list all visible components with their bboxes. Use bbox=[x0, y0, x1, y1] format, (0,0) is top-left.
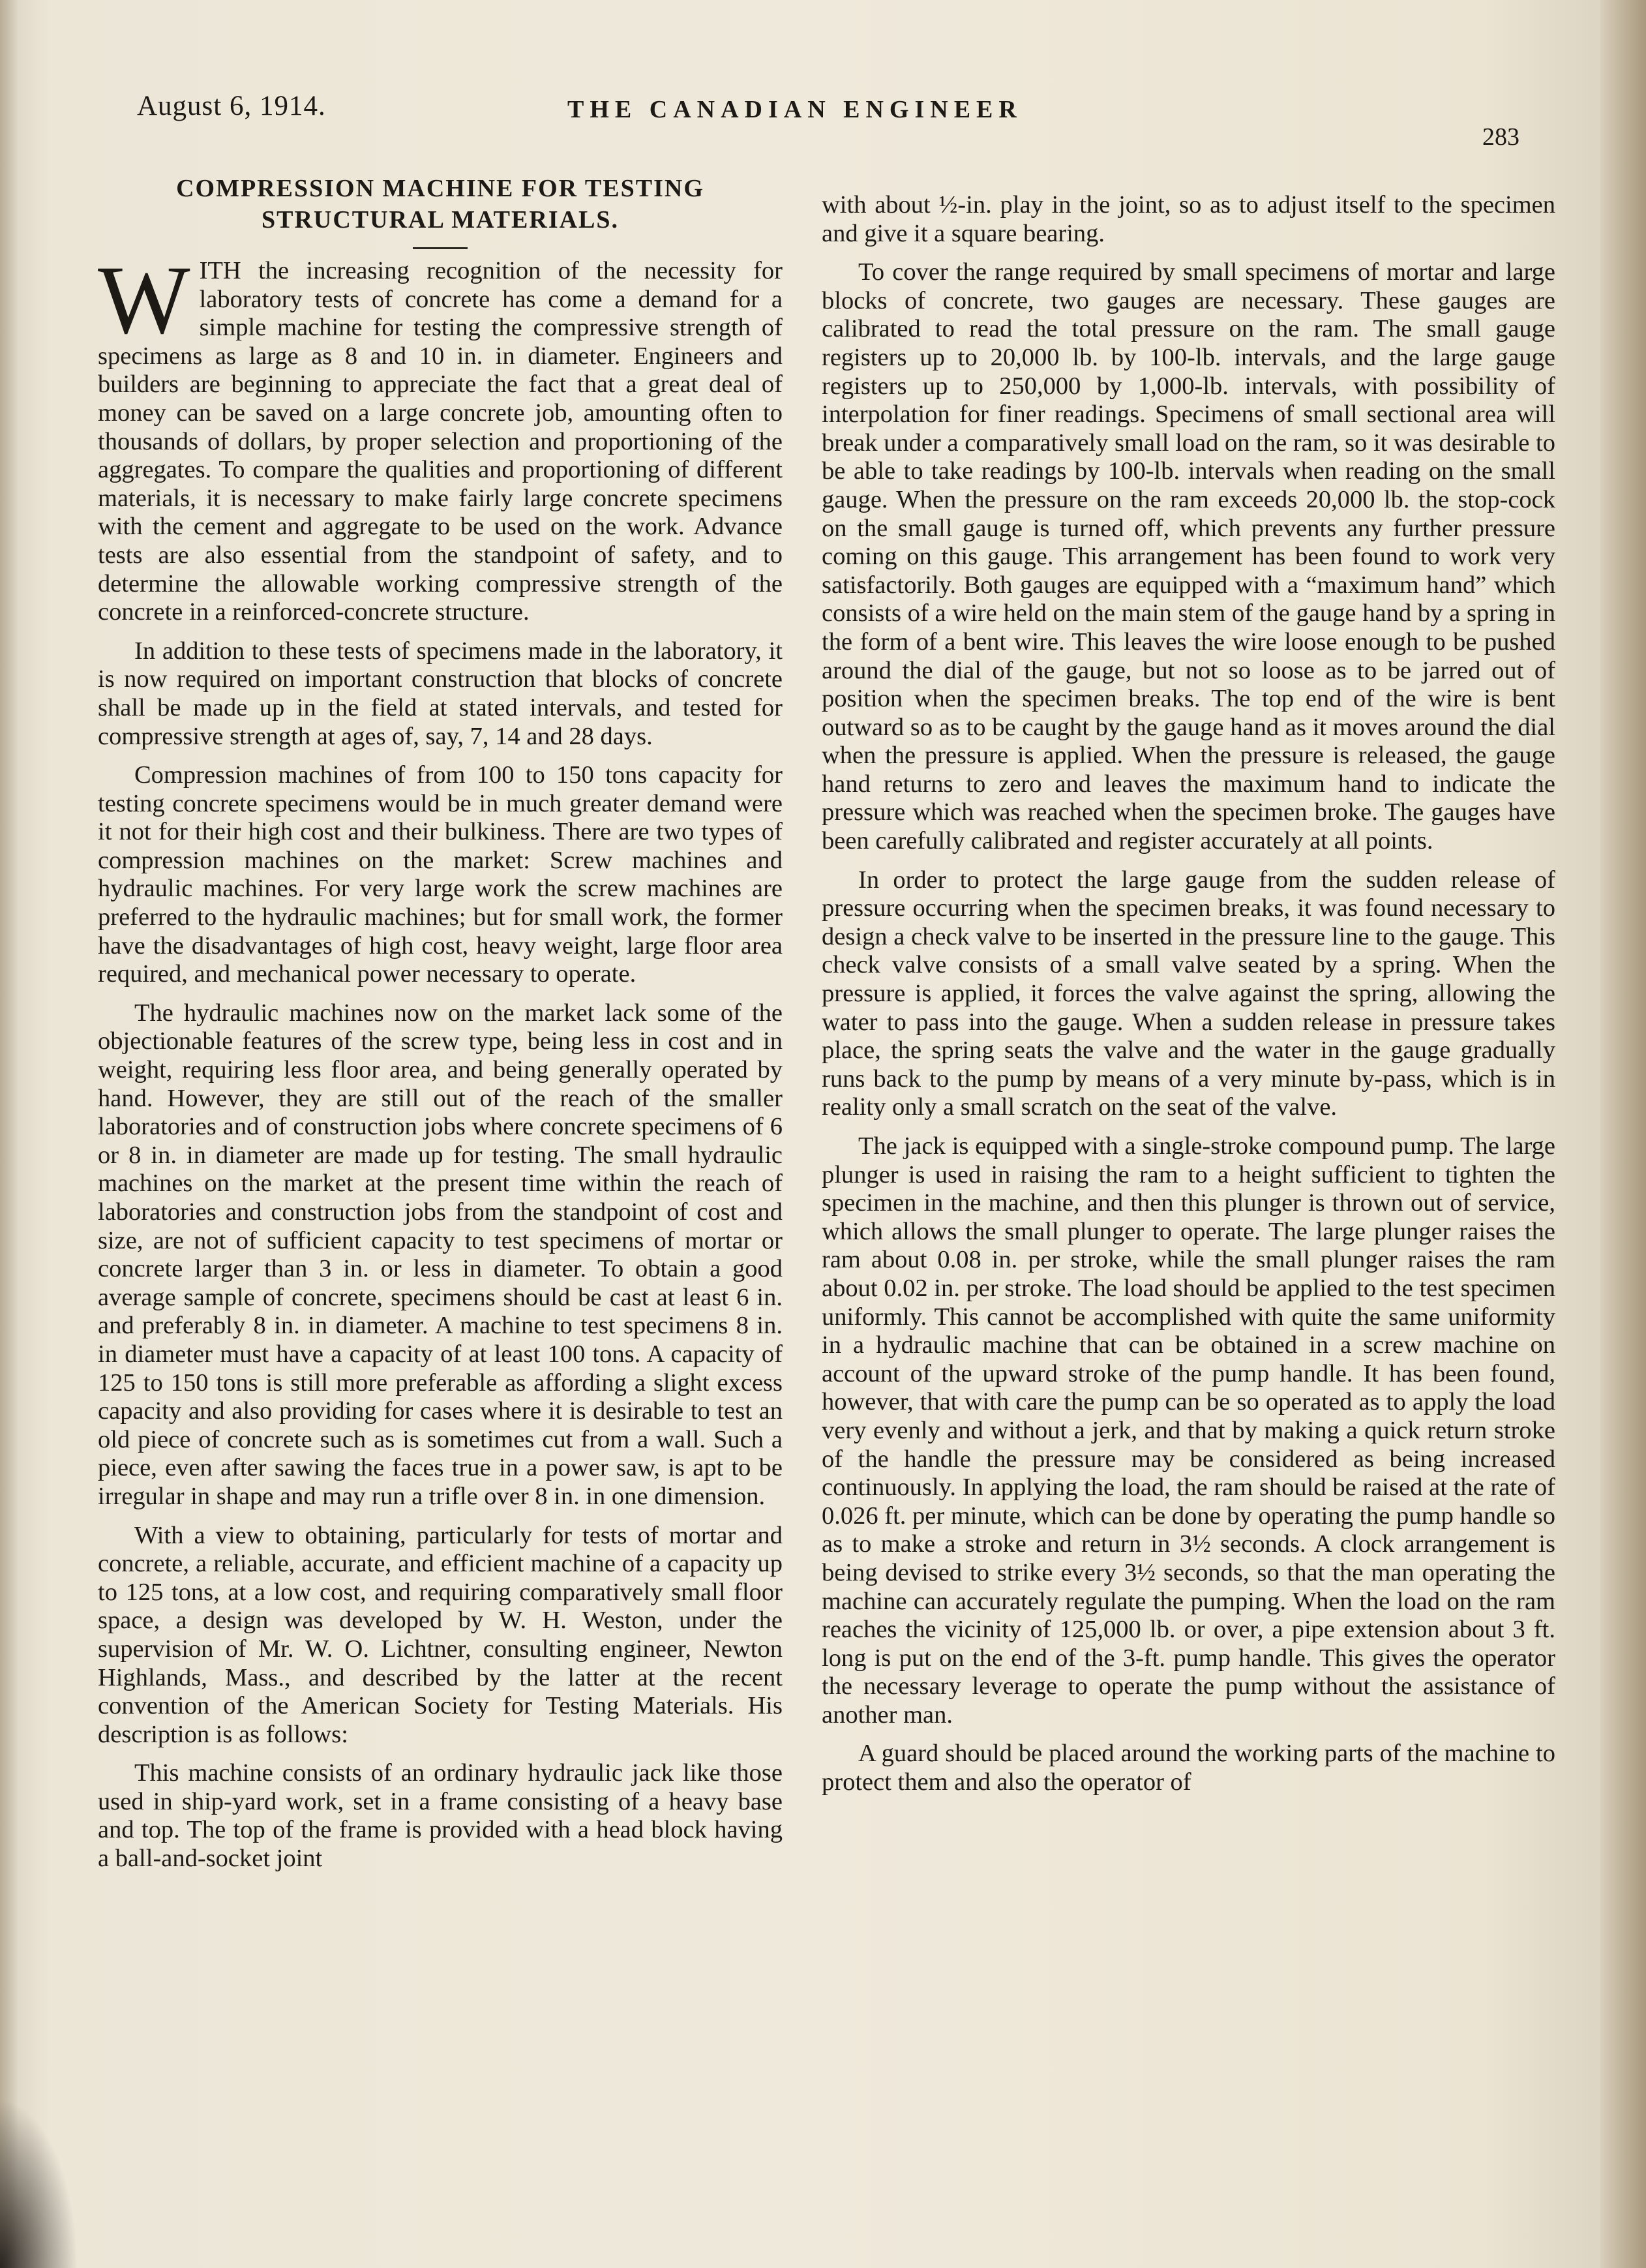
paragraph-7: with about ½-in. play in the joint, so as to adjust itself to the specimen and give it a square bearing. bbox=[822, 191, 1555, 247]
left-page-shadow bbox=[0, 0, 18, 2268]
paragraph-6: This machine consists of an ordinary hydraulic jack like those used in ship-yard work, set in a frame consisting of a heavy base and top. The top of the frame is provided with a head block having a ball-and-socket joint bbox=[98, 1759, 783, 1873]
article-title-line-1: COMPRESSION MACHINE FOR TESTING bbox=[176, 175, 704, 202]
right-column bbox=[822, 191, 1555, 1807]
title-rule bbox=[413, 247, 468, 249]
paragraph-9: In order to protect the large gauge from the sudden release of pressure occurring when the specimen breaks, it was found necessary to design a check valve to be inserted in the pressure line to the gauge. This check valve consists of a small valve seated by a spring. When the pressure is applied, it forces the valve against the spring, allowing the water to pass into the gauge. When a sudden release in pressure takes place, the spring seats the valve and the water in the gauge gradually runs back to the pump by means of a very minute by-pass, which is in reality only a small scratch on the seat of the valve. bbox=[822, 866, 1555, 1121]
article-title bbox=[98, 173, 783, 235]
paragraph-1 bbox=[98, 246, 783, 627]
book-spine bbox=[1600, 0, 1646, 2268]
paragraph-11: A guard should be placed around the working parts of the machine to protect them and also the operator of bbox=[822, 1740, 1555, 1796]
running-header bbox=[137, 90, 1519, 149]
paragraph-1-text: ITH the increasing recognition of the necessity for laboratory tests of concrete has come a demand for a simple machine for testing the compressive strength of specimens as large as 8 and 10 in. in diameter. Engineers and builders are beginning to appreciate the fact that a great deal of money can be saved on a large concrete job, amounting often to thousands of dollars, by proper selection and proportioning of the aggregates. To compare the qualities and proportioning of different materials, it is necessary to make fairly large concrete specimens with the cement and aggregate to be used on the work. Advance tests are also essential from the standpoint of safety, and to determine the allowable working compressive strength of the concrete in a reinforced-concrete structure. bbox=[98, 257, 783, 626]
paragraph-2: In addition to these tests of specimens made in the laboratory, it is now required on important construction that blocks of concrete shall be made up in the field at stated intervals, and tested for compressive strength at ages of, say, 7, 14 and 28 days. bbox=[98, 637, 783, 750]
paragraph-5: With a view to obtaining, particularly for tests of mortar and concrete, a reliable, accurate, and efficient machine of a capacity up to 125 tons, at a low cost, and requiring comparatively small floor space, a design was developed by W. H. Weston, under the supervision of Mr. W. O. Lichtner, consulting engineer, Newton Highlands, Mass., and described by the latter at the recent convention of the American Society for Testing Materials. His description is as follows: bbox=[98, 1521, 783, 1748]
left-column bbox=[98, 173, 783, 1884]
drop-cap: W bbox=[98, 246, 190, 354]
paragraph-4: The hydraulic machines now on the market lack some of the objectionable features of the screw type, being less in cost and in weight, requiring less floor area, and being generally operated by hand. However, they are still out of the reach of the smaller laboratories and of construction jobs where concrete specimens of 6 or 8 in. in diameter are made up for testing. The small hydraulic machines on the market at the present time within the reach of laboratories and construction jobs from the standpoint of cost and size, are not of sufficient capacity to test specimens of mortar or concrete larger than 3 in. or less in diameter. To obtain a good average sample of concrete, specimens should be cast at least 6 in. and preferably 8 in. in diameter. A machine to test specimens 8 in. in diameter must have a capacity of at least 100 tons. A capacity of 125 to 150 tons is still more preferable as affording a slight excess capacity and also providing for cases where it is desirable to test an old piece of concrete such as is sometimes cut from a wall. Such a piece, even after sawing the faces true in a power saw, is apt to be irregular in shape and may run a trifle over 8 in. in one dimension. bbox=[98, 999, 783, 1510]
corner-shadow bbox=[0, 2098, 78, 2268]
paragraph-8: To cover the range required by small specimens of mortar and large blocks of concrete, two gauges are necessary. These gauges are calibrated to read the total pressure on the ram. The small gauge registers up to 20,000 lb. by 100-lb. intervals, and the large gauge registers up to 250,000 by 1,000-lb. intervals, with possibility of interpolation for finer readings. Specimens of small sectional area will break under a comparatively small load on the ram, so it was desirable to be able to take readings by 100-lb. intervals when reading on the small gauge. When the pressure on the ram exceeds 20,000 lb. the stop-cock on the small gauge is turned off, which prevents any further pressure coming on this gauge. This arrangement has been found to work very satisfactorily. Both gauges are equipped with a “maximum hand” which consists of a wire held on the main stem of the gauge hand by a spring in the form of a bent wire. This leaves the wire loose enough to be pushed around the dial of the gauge, but not so loose as to be jarred out of position when the specimen breaks. The top end of the wire is bent outward so as to be caught by the gauge hand as it moves around the dial when the pressure is applied. When the pressure is released, the gauge hand returns to zero and leaves the maximum hand to indicate the pressure which was reached when the specimen broke. The gauges have been carefully calibrated and register accurately at all points. bbox=[822, 258, 1555, 855]
page-number: 283 bbox=[1482, 123, 1519, 151]
paragraph-10: The jack is equipped with a single-stroke compound pump. The large plunger is used in raising the ram to a height sufficient to tighten the specimen in the machine, and then this plunger is thrown out of service, which allows the small plunger to operate. The large plunger raises the ram about 0.08 in. per stroke, while the small plunger raises the ram about 0.02 in. per stroke. The load should be applied to the test specimen uniformly. This cannot be accomplished with quite the same uniformity in a hydraulic machine that can be obtained in a screw machine on account of the upward stroke of the pump handle. It has been found, however, that with care the pump can be so operated as to apply the load very evenly and without a jerk, and that by making a quick return stroke of the handle the pressure may be considered as being increased continuously. In applying the load, the ram should be raised at the rate of 0.026 ft. per minute, which can be done by operating the pump handle so as to make a stroke and return in 3½ seconds. A clock arrangement is being devised to strike every 3½ seconds, so that the man operating the machine can accurately regulate the pumping. When the load on the ram reaches the vicinity of 125,000 lb. or over, a pipe extension about 3 ft. long is put on the end of the 3-ft. pump handle. This gives the operator the necessary leverage to operate the pump without the assistance of another man. bbox=[822, 1132, 1555, 1729]
journal-title: THE CANADIAN ENGINEER bbox=[567, 96, 1023, 123]
article-title-line-2: STRUCTURAL MATERIALS. bbox=[261, 206, 620, 234]
paragraph-3: Compression machines of from 100 to 150 tons capacity for testing concrete specimens would be in much greater demand were it not for their high cost and their bulkiness. There are two types of compression machines on the market: Screw machines and hydraulic machines. For very large work the screw machines are preferred to the hydraulic machines; but for small work, the former have the disadvantages of high cost, heavy weight, large floor area required, and mechanical power necessary to operate. bbox=[98, 761, 783, 988]
header-date: August 6, 1914. bbox=[137, 91, 326, 121]
